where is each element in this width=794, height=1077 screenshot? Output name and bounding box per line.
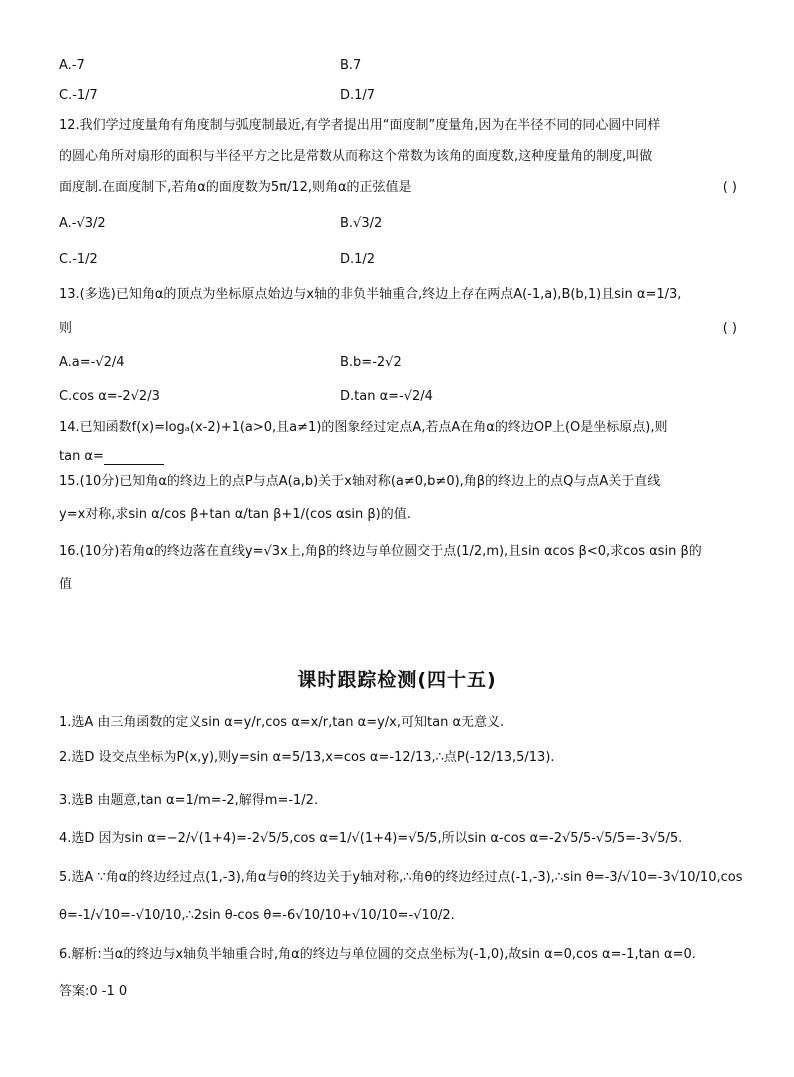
q16-line-2: 值 (59, 577, 73, 592)
q12-line-2: 的圆心角所对扇形的面积与半径平方之比是常数从而称这个常数为该角的面度数,这种度量角的制度,叫做 (59, 149, 653, 164)
q12-line-3: 面度制.在面度制下,若角α的面度数为5π/12,则角α的正弦值是 (59, 180, 412, 195)
q12-answer-paren: ( ) (722, 180, 737, 195)
q11-option-b: B.7 (340, 58, 362, 73)
answer-6-final: 答案:0 -1 0 (59, 984, 128, 999)
q11-option-a: A.-7 (59, 58, 85, 73)
q14-line-2 (59, 449, 164, 465)
answer-4: 4.选D 因为sin α=−2/√(1+4)=-2√5/5,cos α=1/√(1+4)=√5/5,所以sin α-cos α=-2√5/5-√5/5=-3√5/5. (59, 831, 683, 846)
answer-5-line-2: θ=-1/√10=-√10/10,∴2sin θ-cos θ=-6√10/10+√10/10=-√10/2. (59, 908, 455, 923)
q15-line-1: 15.(10分)已知角α的终边上的点P与点A(a,b)关于x轴对称(a≠0,b≠0),角β的终边上的点Q与点A关于直线 (59, 474, 661, 489)
section-title: 课时跟踪检测(四十五) (297, 669, 497, 691)
answer-5-line-1: 5.选A ∵角α的终边经过点(1,-3),角α与θ的终边关于y轴对称,∴角θ的终边经过点(-1,-3),∴sin θ=-3/√10=-3√10/10,cos (59, 870, 743, 885)
q13-option-b: B.b=-2√2 (340, 355, 402, 370)
q13-line-2: 则 (59, 321, 73, 336)
q13-option-d: D.tan α=-√2/4 (340, 389, 433, 404)
q14-answer-blank (104, 452, 164, 465)
q11-option-c: C.-1/7 (59, 88, 98, 103)
q13-option-a: A.a=-√2/4 (59, 355, 125, 370)
q14-line-1: 14.已知函数f(x)=logₐ(x-2)+1(a>0,且a≠1)的图象经过定点A,若点A在角α的终边OP上(O是坐标原点),则 (59, 420, 668, 435)
q12-option-a: A.-√3/2 (59, 216, 106, 231)
q12-option-c: C.-1/2 (59, 252, 98, 267)
q13-answer-paren: ( ) (722, 321, 737, 336)
answer-1: 1.选A 由三角函数的定义sin α=y/r,cos α=x/r,tan α=y/x,可知tan α无意义. (59, 715, 505, 730)
q12-option-d: D.1/2 (340, 252, 376, 267)
answer-6: 6.解析:当α的终边与x轴负半轴重合时,角α的终边与单位圆的交点坐标为(-1,0),故sin α=0,cos α=-1,tan α=0. (59, 947, 696, 962)
q12-line-1: 12.我们学过度量角有角度制与弧度制最近,有学者提出用“面度制”度量角,因为在半径不同的同心圆中同样 (59, 118, 661, 133)
q15-line-2: y=x对称,求sin α/cos β+tan α/tan β+1/(cos αsin β)的值. (59, 507, 411, 522)
q13-option-c: C.cos α=-2√2/3 (59, 389, 160, 404)
q11-option-d: D.1/7 (340, 88, 376, 103)
q14-line-2-text: tan α= (59, 449, 104, 464)
answer-3: 3.选B 由题意,tan α=1/m=-2,解得m=-1/2. (59, 793, 319, 808)
q13-line-1: 13.(多选)已知角α的顶点为坐标原点始边与x轴的非负半轴重合,终边上存在两点A(-1,a),B(b,1)且sin α=1/3, (59, 287, 682, 302)
q12-option-b: B.√3/2 (340, 216, 383, 231)
q16-line-1: 16.(10分)若角α的终边落在直线y=√3x上,角β的终边与单位圆交于点(1/2,m),且sin αcos β<0,求cos αsin β的 (59, 544, 702, 559)
answer-2: 2.选D 设交点坐标为P(x,y),则y=sin α=5/13,x=cos α=-12/13,∴点P(-12/13,5/13). (59, 750, 555, 765)
